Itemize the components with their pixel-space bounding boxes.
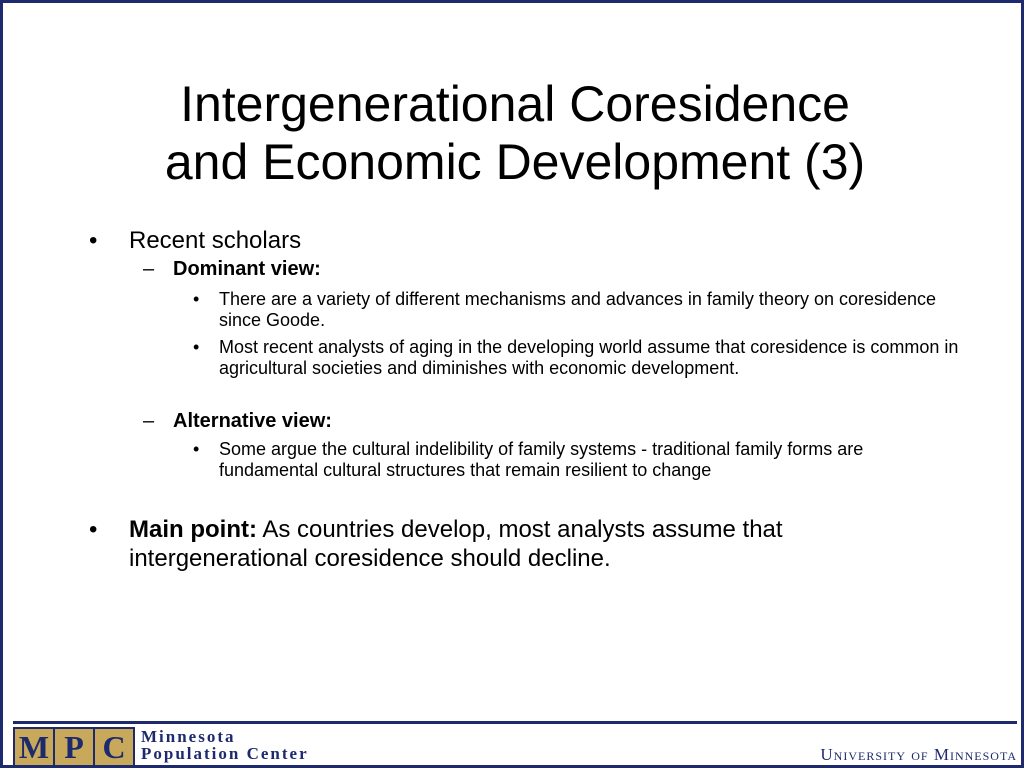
- bullet-recent-scholars: [89, 226, 959, 255]
- org-line-2: Population Center: [141, 744, 309, 763]
- title-line-1: Intergenerational Coresidence: [180, 76, 850, 132]
- detail-bullet-analysts: [89, 337, 959, 379]
- dash-mark: –: [143, 258, 155, 280]
- bullet-mark: •: [89, 227, 98, 254]
- bullet-mark: •: [89, 516, 98, 543]
- bullet-main-point: [89, 515, 959, 573]
- university-name: University of Minnesota: [820, 745, 1017, 764]
- subbullet-dominant-view: [89, 257, 959, 281]
- bullet-mark: •: [193, 289, 200, 309]
- detail-text: Most recent analysts of aging in the developing world assume that coresidence is common in agricultural societies and diminishes with economic development.: [219, 337, 959, 378]
- bullet-mark: •: [193, 439, 200, 459]
- mpc-name: [141, 728, 309, 762]
- subbullet-text: Dominant view:: [173, 258, 321, 280]
- bullet-mark: •: [193, 337, 200, 357]
- detail-text: Some argue the cultural indelibility of family systems - traditional family forms are fundamental cultural structures that remain resilient to change: [219, 439, 864, 480]
- dash-mark: –: [143, 410, 155, 432]
- detail-bullet-mechanisms: [89, 289, 959, 331]
- logo-letter-c: C: [95, 729, 133, 765]
- main-point-label: Main point:: [129, 516, 257, 543]
- detail-bullet-indelibility: [89, 439, 959, 481]
- subbullet-alternative-view: [89, 409, 959, 433]
- title-line-2: and Economic Development (3): [164, 134, 866, 190]
- footer: [13, 725, 1017, 767]
- subbullet-text: Alternative view:: [173, 410, 332, 432]
- main-point-text: As countries develop, most analysts assume that intergenerational coresidence should decline.: [129, 516, 783, 572]
- mpc-logo: [13, 727, 135, 767]
- slide-content: [89, 226, 959, 573]
- slide-title: [23, 75, 1007, 191]
- footer-divider: [13, 721, 1017, 724]
- logo-letter-m: M: [15, 729, 53, 765]
- bullet-text: Recent scholars: [129, 227, 302, 254]
- org-line-1: Minnesota: [141, 727, 236, 746]
- logo-letter-p: P: [55, 729, 93, 765]
- detail-text: There are a variety of different mechanisms and advances in family theory on coresidence since Goode.: [219, 289, 937, 330]
